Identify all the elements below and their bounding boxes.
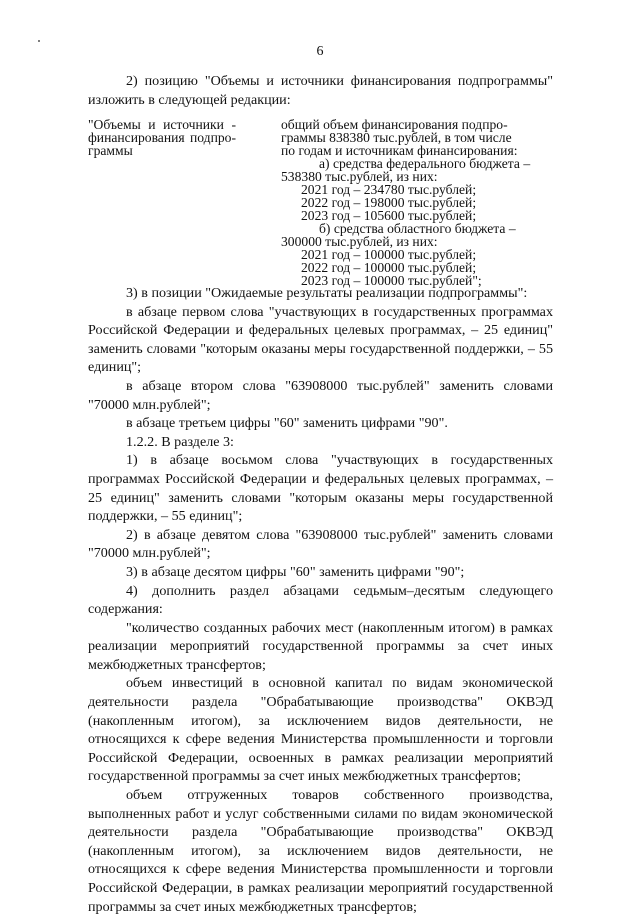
scan-dot (38, 40, 40, 42)
paragraph: 1) в абзаце восьмом слова "участвующих в государственных программах Российской Федерации и федеральных целевых программах, – 25 единиц" заменить словами "которым оказаны меры государственной поддержки, – 55 единиц"; (88, 452, 553, 525)
table-line: 2023 год – 100000 тыс.рублей"; (301, 273, 482, 288)
table-line: 2021 год – 100000 тыс.рублей; (301, 247, 477, 262)
table-line: 538380 тыс.рублей, из них: (281, 169, 438, 184)
paragraph: объем инвестиций в основной капитал по видам экономической деятельности раздела "Обрабатывающие производства" ОКВЭД (накопленным итогом), за исключением видов деятельности, не относящихся к сфере ведения Министерства промышленности и торговли Российской Федерации, освоенных в рамках реализации мероприятий государственной программы за счет иных межбюджетных трансфертов; (88, 675, 553, 785)
page-number: 6 (316, 44, 324, 59)
paragraph: 1.2.2. В разделе 3: (126, 433, 234, 450)
amendments-block (88, 284, 553, 916)
table-line: 300000 тыс.рублей, из них: (281, 234, 438, 249)
paragraph: объем отгруженных товаров собственного производства, выполненных работ и услуг собственными силами по видам экономической деятельности раздела "Обрабатывающие производства" ОКВЭД (накопленным итогом), за исключением видов деятельности, не относящихся к сфере ведения Министерства промышленности и торговли Российской Федерации, в рамках реализации мероприятий государственной программы за счет иных межбюджетных трансфертов; (88, 787, 553, 915)
table-line: 2021 год – 234780 тыс.рублей; (301, 182, 477, 197)
table-line: 2022 год – 198000 тыс.рублей; (301, 195, 477, 210)
table-line: граммы 838380 тыс.рублей, в том числе (281, 130, 512, 145)
table-line: б) средства областного бюджета – (319, 221, 516, 236)
paragraph: 2) в абзаце девятом слова "63908000 тыс.рублей" заменить словами "70000 млн.рублей"; (88, 526, 553, 562)
table-line: 2022 год – 100000 тыс.рублей; (301, 260, 477, 275)
paragraph: в абзаце первом слова "участвующих в государственных программах Российской Федерации и федеральных целевых программах, – 25 единиц" заменить словами "которым оказаны меры государственной поддержки, – 55 единиц"; (88, 303, 553, 376)
intro-paragraph: 2) позицию "Объемы и источники финансирования подпрограммы" изложить в следующей редакции: (88, 73, 553, 108)
table-line: по годам и источникам финансирования: (281, 143, 518, 158)
paragraph: 3) в абзаце десятом цифры "60" заменить цифрами "90"; (126, 563, 465, 580)
table-left-cell: "Объемы и источники - финансирования подпро- граммы (88, 117, 236, 158)
paragraph: 4) дополнить раздел абзацами седьмым–десятым следующего содержания: (88, 582, 553, 618)
table-line: 2023 год – 105600 тыс.рублей; (301, 208, 477, 223)
table-line: общий объем финансирования подпро- (281, 117, 508, 132)
paragraph: в абзаце втором слова "63908000 тыс.рублей" заменить словами "70000 млн.рублей"; (88, 377, 553, 413)
table-line: а) средства федерального бюджета – (319, 156, 531, 171)
paragraph: 3) в позиции "Ожидаемые результаты реализации подпрограммы": (126, 285, 528, 301)
intro-block (88, 72, 553, 109)
paragraph: "количество созданных рабочих мест (накопленным итогом) в рамках реализации мероприятий государственной программы за счет иных межбюджетных трансфертов; (88, 619, 553, 673)
table-right-cell (281, 118, 553, 287)
paragraph: в абзаце третьем цифры "60" заменить цифрами "90". (126, 415, 448, 432)
